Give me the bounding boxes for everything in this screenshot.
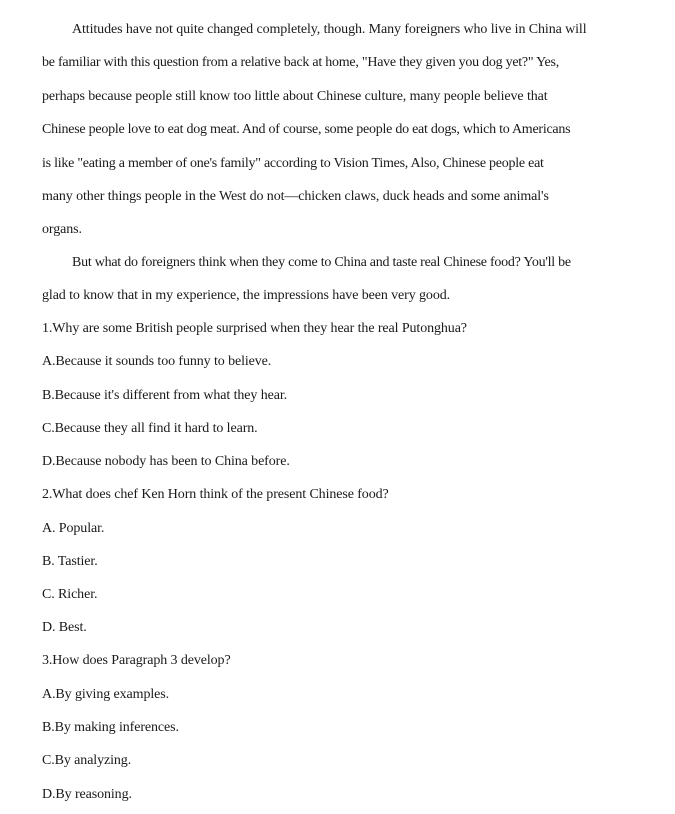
answer-option-d: D.Because nobody has been to China before. <box>42 454 290 469</box>
question-stem: 2.What does chef Ken Horn think of the present Chinese food? <box>42 487 389 502</box>
answer-option-b: B.By making inferences. <box>42 720 179 735</box>
answer-option-d: D. Best. <box>42 620 87 635</box>
passage-line: be familiar with this question from a relative back at home, "Have they given you dog yet?" Yes, <box>42 55 559 70</box>
passage-line: is like "eating a member of one's family" according to Vision Times, Also, Chinese people eat <box>42 156 544 171</box>
answer-option-b: B.Because it's different from what they hear. <box>42 388 288 403</box>
answer-option-a: A.Because it sounds too funny to believe. <box>42 354 272 369</box>
answer-option-c: C. Richer. <box>42 587 98 602</box>
question-stem: 3.How does Paragraph 3 develop? <box>42 653 231 668</box>
answer-option-c: C.By analyzing. <box>42 753 132 768</box>
passage-line: perhaps because people still know too little about Chinese culture, many people believe that <box>42 89 548 104</box>
question-stem: 1.Why are some British people surprised when they hear the real Putonghua? <box>42 321 467 336</box>
answer-option-d: D.By reasoning. <box>42 787 132 802</box>
passage-line: Chinese people love to eat dog meat. And of course, some people do eat dogs, which to Americans <box>42 122 571 137</box>
passage-line: Attitudes have not quite changed completely, though. Many foreigners who live in China will <box>72 22 587 37</box>
passage-line: glad to know that in my experience, the impressions have been very good. <box>42 288 451 303</box>
answer-option-a: A.By giving examples. <box>42 687 169 702</box>
answer-option-c: C.Because they all find it hard to learn. <box>42 421 258 436</box>
passage-line: But what do foreigners think when they come to China and taste real Chinese food? You'll be <box>72 255 571 270</box>
answer-option-a: A. Popular. <box>42 521 105 536</box>
passage-line: many other things people in the West do not—chicken claws, duck heads and some animal's <box>42 189 549 204</box>
answer-option-b: B. Tastier. <box>42 554 98 569</box>
passage-line: organs. <box>42 222 82 237</box>
